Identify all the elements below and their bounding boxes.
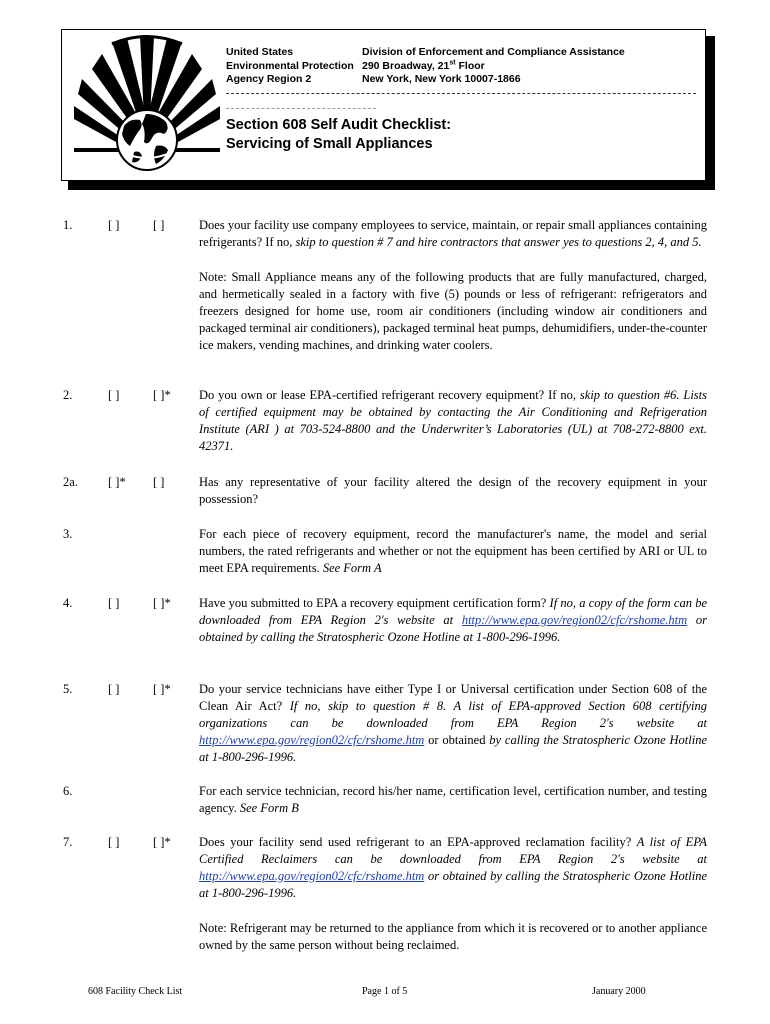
epa-website-link[interactable]: http://www.epa.gov/region02/cfc/rshome.htm	[199, 869, 425, 883]
question-number: 6.	[63, 784, 73, 798]
question-instruction: skip to question # 7 and hire contractors that answer yes to questions 2, 4, and 5.	[295, 235, 702, 249]
yes-checkbox[interactable]: [ ]	[108, 835, 120, 849]
hotline-instruction: by calling the Stratospheric Ozone Hotline at 1-800-296-1996.	[199, 733, 707, 764]
question-number: 5.	[63, 682, 73, 696]
footer-doc-name: 608 Facility Check List	[88, 986, 183, 997]
question-text: Do you own or lease EPA-certified refrigerant recovery equipment? If no,	[199, 388, 580, 402]
footer-date: January 2000	[592, 986, 646, 997]
question-instruction: If no, skip to question # 8. A list of EPA-approved Section 608 certifying organizations can be downloaded from EPA Region 2's website at	[199, 699, 707, 730]
hotline-instruction: or obtained by calling the Stratospheric Ozone Hotline at 1-800-296-1996.	[199, 869, 707, 900]
no-checkbox[interactable]: [ ]	[153, 475, 165, 489]
question-text: Does your facility use company employees to service, maintain, or repair small appliances containing refrigerants? If no,	[199, 218, 707, 249]
header-divider-short	[226, 108, 376, 109]
question-instruction: If no, a copy of the form can be downloaded from EPA Region 2's website at	[199, 596, 707, 627]
question-note: Note: Refrigerant may be returned to the appliance from which it is recovered or to another appliance owned by the same person without being reclaimed.	[199, 921, 707, 952]
question-number: 7.	[63, 835, 73, 849]
footer-page-number: Page 1 of 5	[362, 986, 408, 997]
form-reference: See Form B	[239, 801, 299, 815]
yes-checkbox[interactable]: [ ]	[108, 388, 120, 402]
no-checkbox[interactable]: [ ]*	[153, 596, 171, 610]
agency-line: Agency Region 2	[226, 73, 312, 85]
plain-connector: or obtained	[424, 733, 490, 747]
question-instruction: skip to question #6. Lists of certified equipment may be obtained by contacting the Air Conditioning and Refrigeration Institute (ARI ) at 703-524-8800 and the Underwriter’s Laboratories (UL) at 708-272-8800 ext. 42371.	[199, 388, 707, 453]
epa-website-link[interactable]: http://www.epa.gov/region02/cfc/rshome.htm	[461, 613, 688, 627]
yes-checkbox[interactable]: [ ]*	[108, 475, 126, 489]
hotline-instruction: or obtained by calling the Stratospheric Ozone Hotline at 1-800-296-1996.	[199, 613, 707, 644]
no-checkbox[interactable]: [ ]*	[153, 682, 171, 696]
question-text: Has any representative of your facility altered the design of the recovery equipment in your possession?	[199, 475, 707, 506]
page-title	[226, 116, 451, 154]
no-checkbox[interactable]: [ ]*	[153, 835, 171, 849]
question-text: Do your service technicians have either Type I or Universal certification under Section 608 of the Clean Air Act?	[199, 682, 707, 713]
epa-sun-globe-logo	[72, 34, 222, 174]
epa-website-link[interactable]: http://www.epa.gov/region02/cfc/rshome.htm	[199, 733, 425, 747]
header-divider	[226, 93, 696, 94]
form-reference: See Form A	[322, 561, 382, 575]
title-line-2: Servicing of Small Appliances	[226, 136, 433, 152]
agency-name-block	[226, 46, 354, 87]
question-text: For each service technician, record his/her name, certification level, certification number, and testing agency.	[199, 784, 707, 815]
no-checkbox[interactable]: [ ]	[153, 218, 165, 232]
question-text: Have you submitted to EPA a recovery equipment certification form?	[199, 596, 550, 610]
yes-checkbox[interactable]: [ ]	[108, 218, 120, 232]
question-number: 4.	[63, 596, 73, 610]
question-number: 2a.	[63, 475, 78, 489]
city-address: New York, New York 10007-1866	[362, 73, 521, 85]
question-number: 2.	[63, 388, 73, 402]
yes-checkbox[interactable]: [ ]	[108, 596, 120, 610]
title-line-1: Section 608 Self Audit Checklist:	[226, 117, 452, 133]
street-address: 290 Broadway, 21st Floor	[362, 59, 485, 72]
question-instruction: A list of EPA Certified Reclaimers can be downloaded from EPA Region 2's website at	[199, 835, 707, 866]
yes-checkbox[interactable]: [ ]	[108, 682, 120, 696]
division-address-block	[362, 46, 625, 87]
question-note: Note: Small Appliance means any of the following products that are fully manufactured, charged, and hermetically sealed in a factory with five (5) pounds or less of refrigerant: refrigerators and freezers designed for home use, room air conditioners (including window air conditioners and packaged terminal air conditioners), packaged terminal heat pumps, dehumidifiers, under-the-counter ice makers, vending machines, and drinking water coolers.	[199, 270, 707, 352]
no-checkbox[interactable]: [ ]*	[153, 388, 171, 402]
question-number: 3.	[63, 527, 73, 541]
agency-line: United States	[226, 46, 294, 58]
agency-line: Environmental Protection	[226, 59, 354, 72]
question-number: 1.	[63, 218, 73, 232]
question-text: Does your facility send used refrigerant to an EPA-approved reclamation facility?	[199, 835, 637, 849]
question-text: For each piece of recovery equipment, record the manufacturer's name, the model and serial numbers, the rated refrigerants and whether or not the equipment has been certified by ARI or UL to meet EPA requirements.	[199, 527, 707, 575]
division-name: Division of Enforcement and Compliance Assistance	[362, 46, 625, 58]
